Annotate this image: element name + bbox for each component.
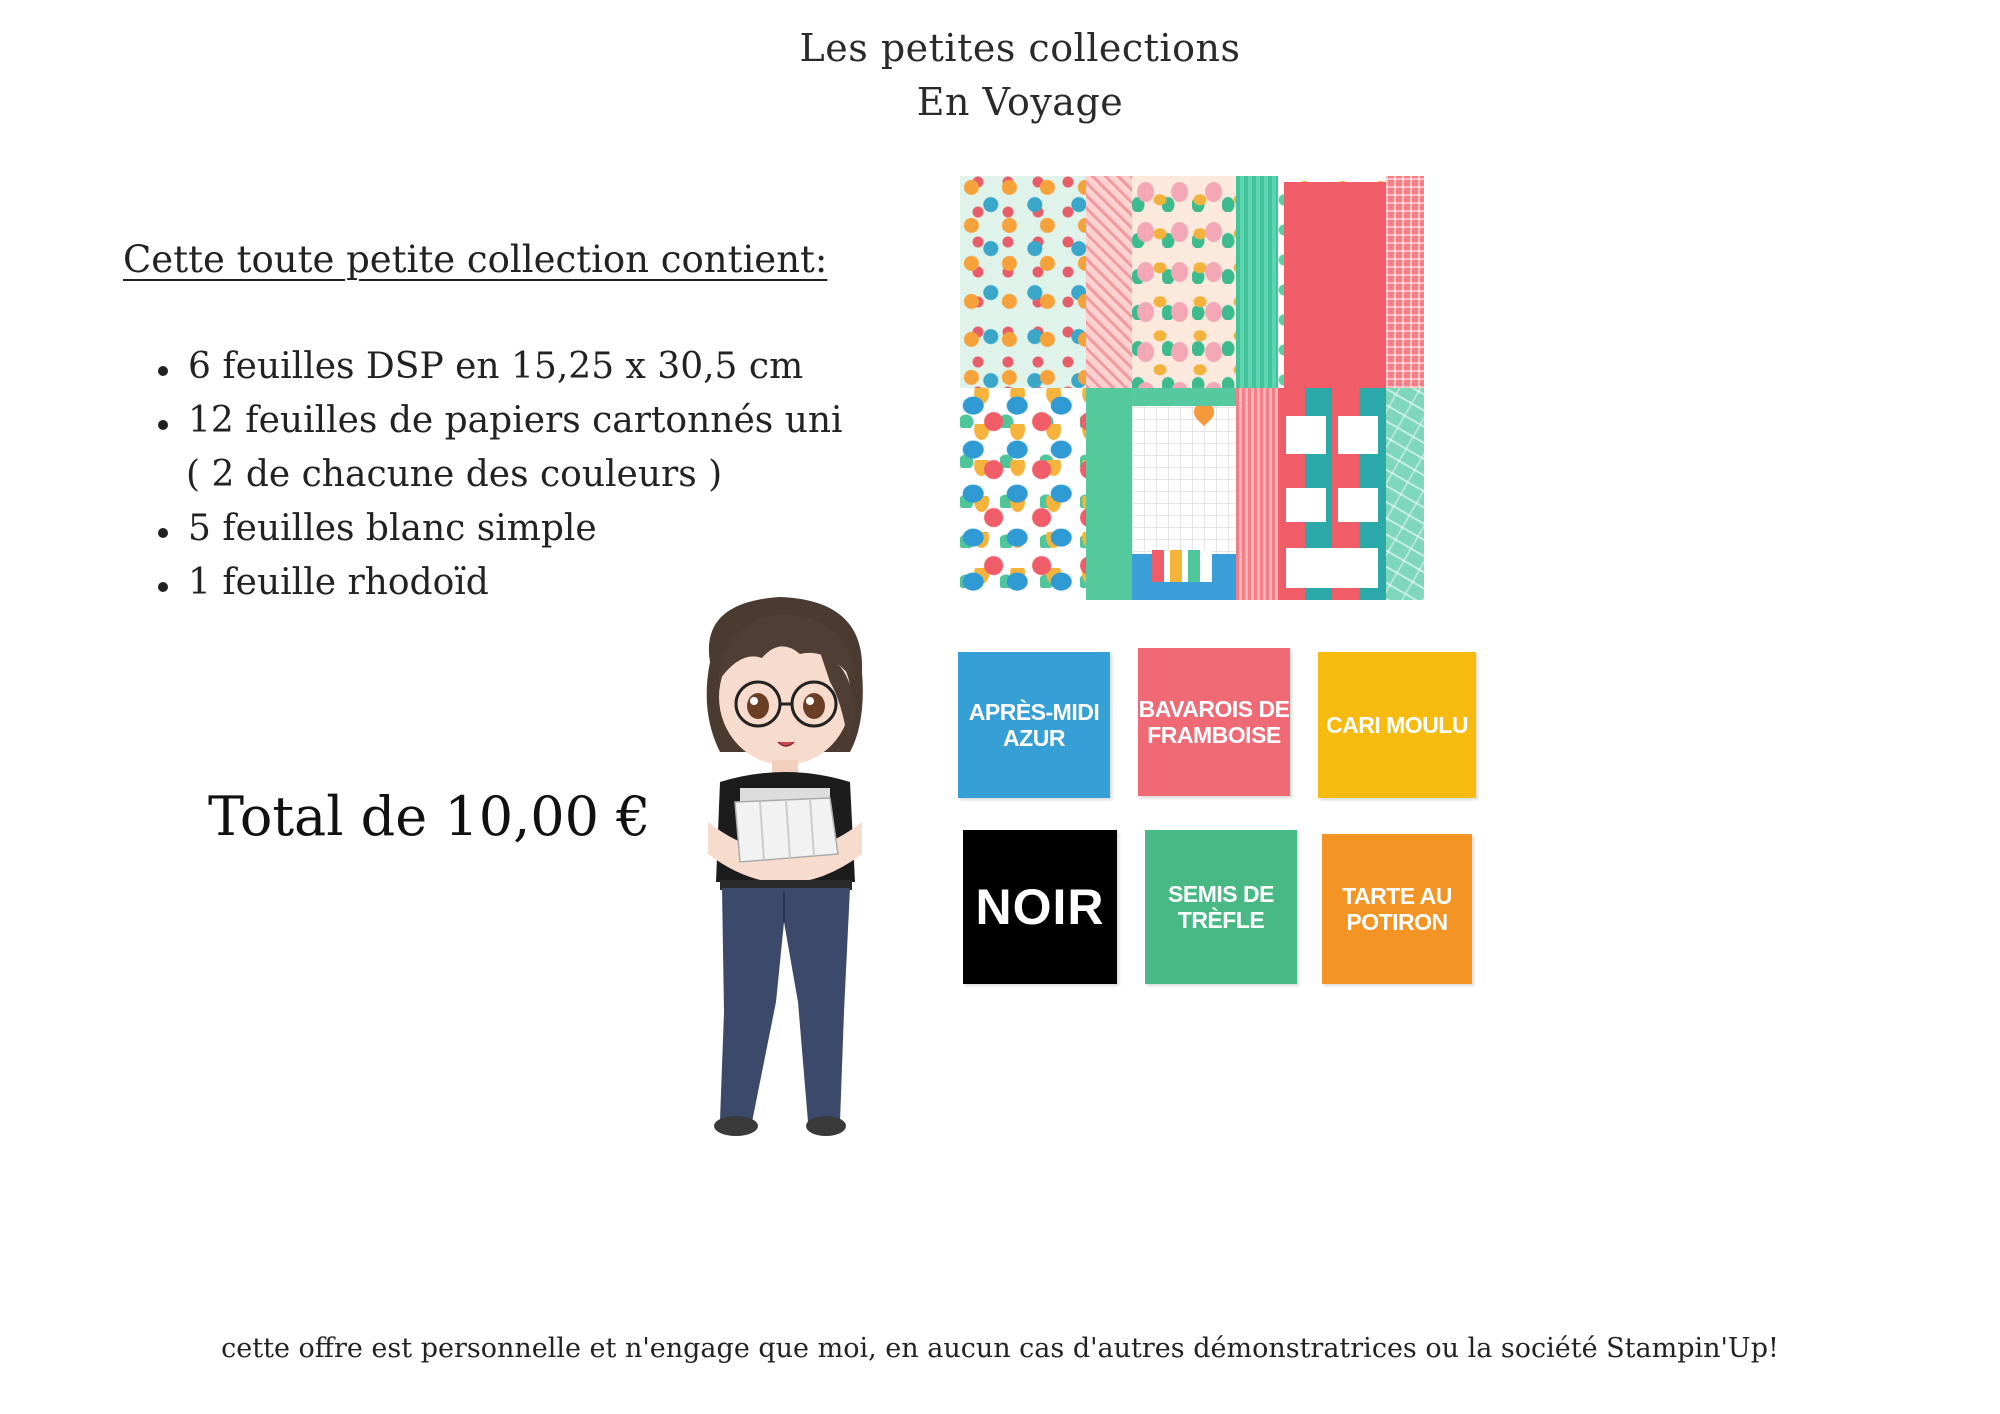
paper-sheet-travel-icons — [960, 176, 1086, 388]
pencils-icon — [1152, 550, 1212, 582]
swatch-label: CARI MOULU — [1326, 712, 1468, 738]
paper-sheet-luggage — [1278, 176, 1386, 388]
collection-heading: Cette toute petite collection contient: — [123, 238, 828, 281]
disclaimer-text: cette offre est personnelle et n'engage que moi, en aucun cas d'autres démonstratrices ou la société Stampin'Up! — [221, 1333, 1779, 1364]
paper-sheet-notebook — [1132, 388, 1236, 600]
total-price: Total de 10,00 € — [208, 785, 651, 848]
swatch-semis-de-trefle — [1145, 830, 1297, 984]
paper-sheet-journal-cards — [1278, 388, 1386, 600]
swatch-label: NOIR — [975, 879, 1105, 935]
swatch-cari-moulu — [1318, 652, 1476, 798]
map-pin-icon — [1190, 398, 1218, 426]
list-item-acetate: 1 feuille rhodoïd — [140, 556, 843, 610]
paper-sheet-pink-stripe — [1086, 176, 1132, 388]
swatch-noir — [963, 830, 1117, 984]
character-illustration — [680, 592, 890, 1140]
paper-sheet-coral-grid — [1386, 176, 1424, 388]
paper-sheet-bags — [960, 388, 1086, 600]
page-title: Les petites collections — [799, 26, 1241, 70]
list-item-white-paper: 5 feuilles blanc simple — [140, 502, 843, 556]
list-item-cardstock-note: ( 2 de chacune des couleurs ) — [186, 454, 723, 495]
list-item-cardstock: 12 feuilles de papiers cartonnés uni — [140, 394, 843, 448]
paper-sheet-map — [1386, 388, 1424, 600]
designer-paper-collage — [960, 176, 1424, 600]
paper-sheet-mint — [1086, 388, 1132, 600]
swatch-label: SEMIS DE TRÈFLE — [1168, 881, 1274, 933]
paper-sheet-green-lines — [1236, 176, 1278, 388]
collection-contents-list — [140, 340, 843, 610]
paper-sheet-pink-lines — [1236, 388, 1278, 600]
page-subtitle: En Voyage — [916, 80, 1124, 124]
swatch-bavarois-de-framboise — [1138, 648, 1290, 796]
swatch-tarte-au-potiron — [1322, 834, 1472, 984]
paper-sheet-luggage-tags — [1132, 176, 1236, 388]
swatch-label: TARTE AU POTIRON — [1342, 883, 1452, 935]
list-item-dsp: 6 feuilles DSP en 15,25 x 30,5 cm — [140, 340, 843, 394]
swatch-apres-midi-azur — [958, 652, 1110, 798]
swatch-label: BAVAROIS DE FRAMBOISE — [1138, 696, 1290, 748]
swatch-label: APRÈS-MIDI AZUR — [968, 699, 1100, 751]
